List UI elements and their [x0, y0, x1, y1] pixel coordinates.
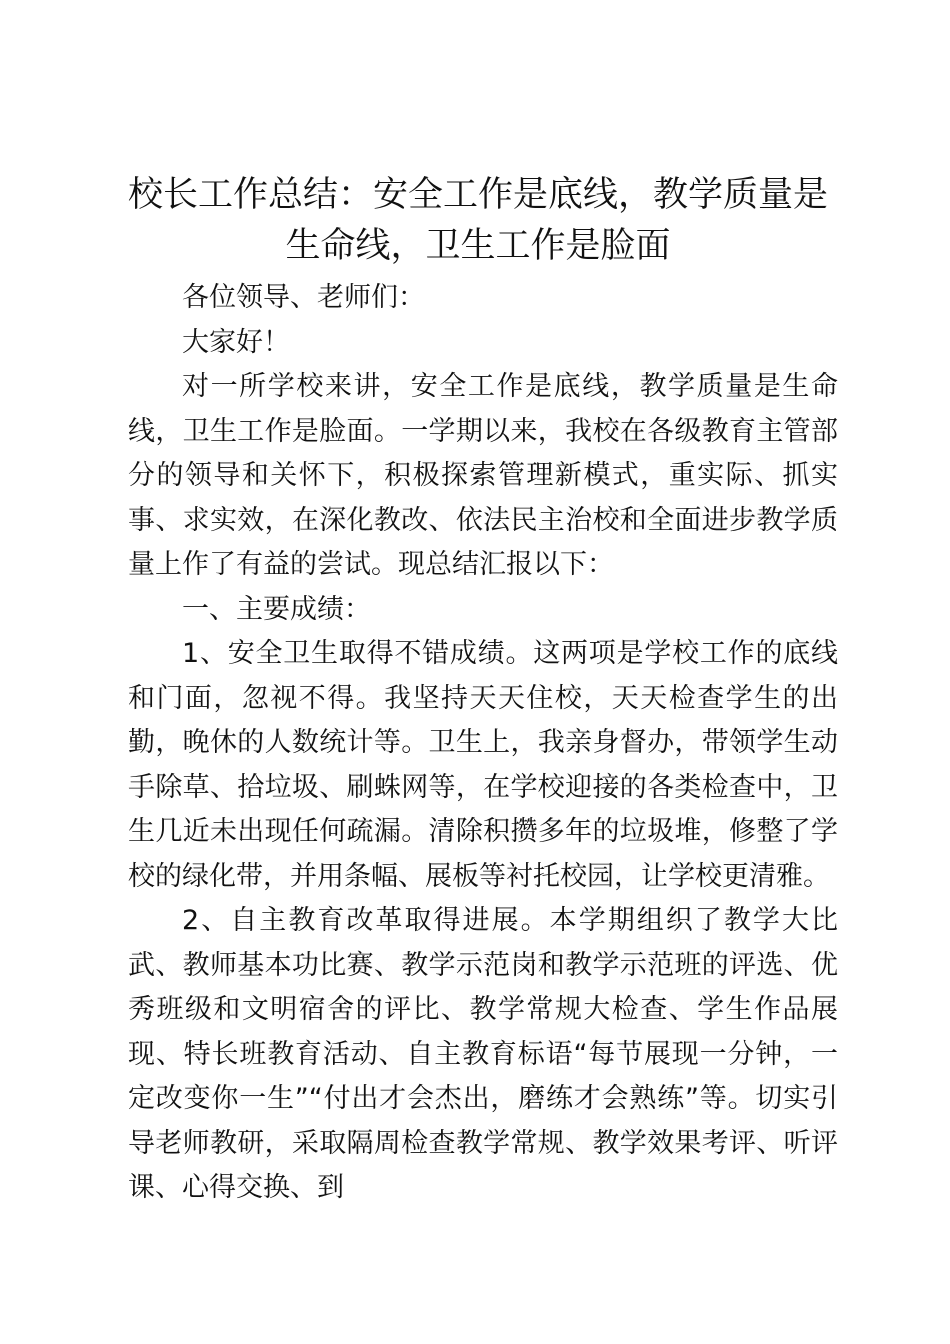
- paragraph-item-1: 1、安全卫生取得不错成绩。这两项是学校工作的底线和门面，忽视不得。我坚持天天住校，天天检查学生的出勤，晚休的人数统计等。卫生上，我亲身督办，带领学生动手除草、拾垃圾、刷蛛网等，在学校迎接的各类检查中，卫生几近未出现任何疏漏。清除积攒多年的垃圾堆，修整了学校的绿化带，并用条幅、展板等衬托校园，让学校更清雅。: [128, 638, 838, 892]
- paragraph-greeting: 大家好！: [182, 326, 290, 358]
- document-body: [128, 276, 838, 1211]
- paragraph-item-2: 2、自主教育改革取得进展。本学期组织了教学大比武、教师基本功比赛、教学示范岗和教学示范班的评选、优秀班级和文明宿舍的评比、教学常规大检查、学生作品展现、特长班教育活动、自主教育标语“每节展现一分钟，一定改变你一生”“付出才会杰出，磨练才会熟练”等。切实引导老师教研，采取隔周检查教学常规、教学效果考评、听评课、心得交换、到: [128, 905, 838, 1203]
- paragraph-intro: 对一所学校来讲，安全工作是底线，教学质量是生命线，卫生工作是脸面。一学期以来，我校在各级教育主管部分的领导和关怀下，积极探索管理新模式，重实际、抓实事、求实效，在深化教改、依法民主治校和全面进步教学质量上作了有益的尝试。现总结汇报以下：: [128, 371, 838, 580]
- document-title: 校长工作总结：安全工作是底线，教学质量是生命线，卫生工作是脸面: [127, 175, 828, 266]
- paragraph-salutation: 各位领导、老师们：: [182, 282, 425, 313]
- section-heading-achievements: 一、主要成绩：: [182, 593, 371, 625]
